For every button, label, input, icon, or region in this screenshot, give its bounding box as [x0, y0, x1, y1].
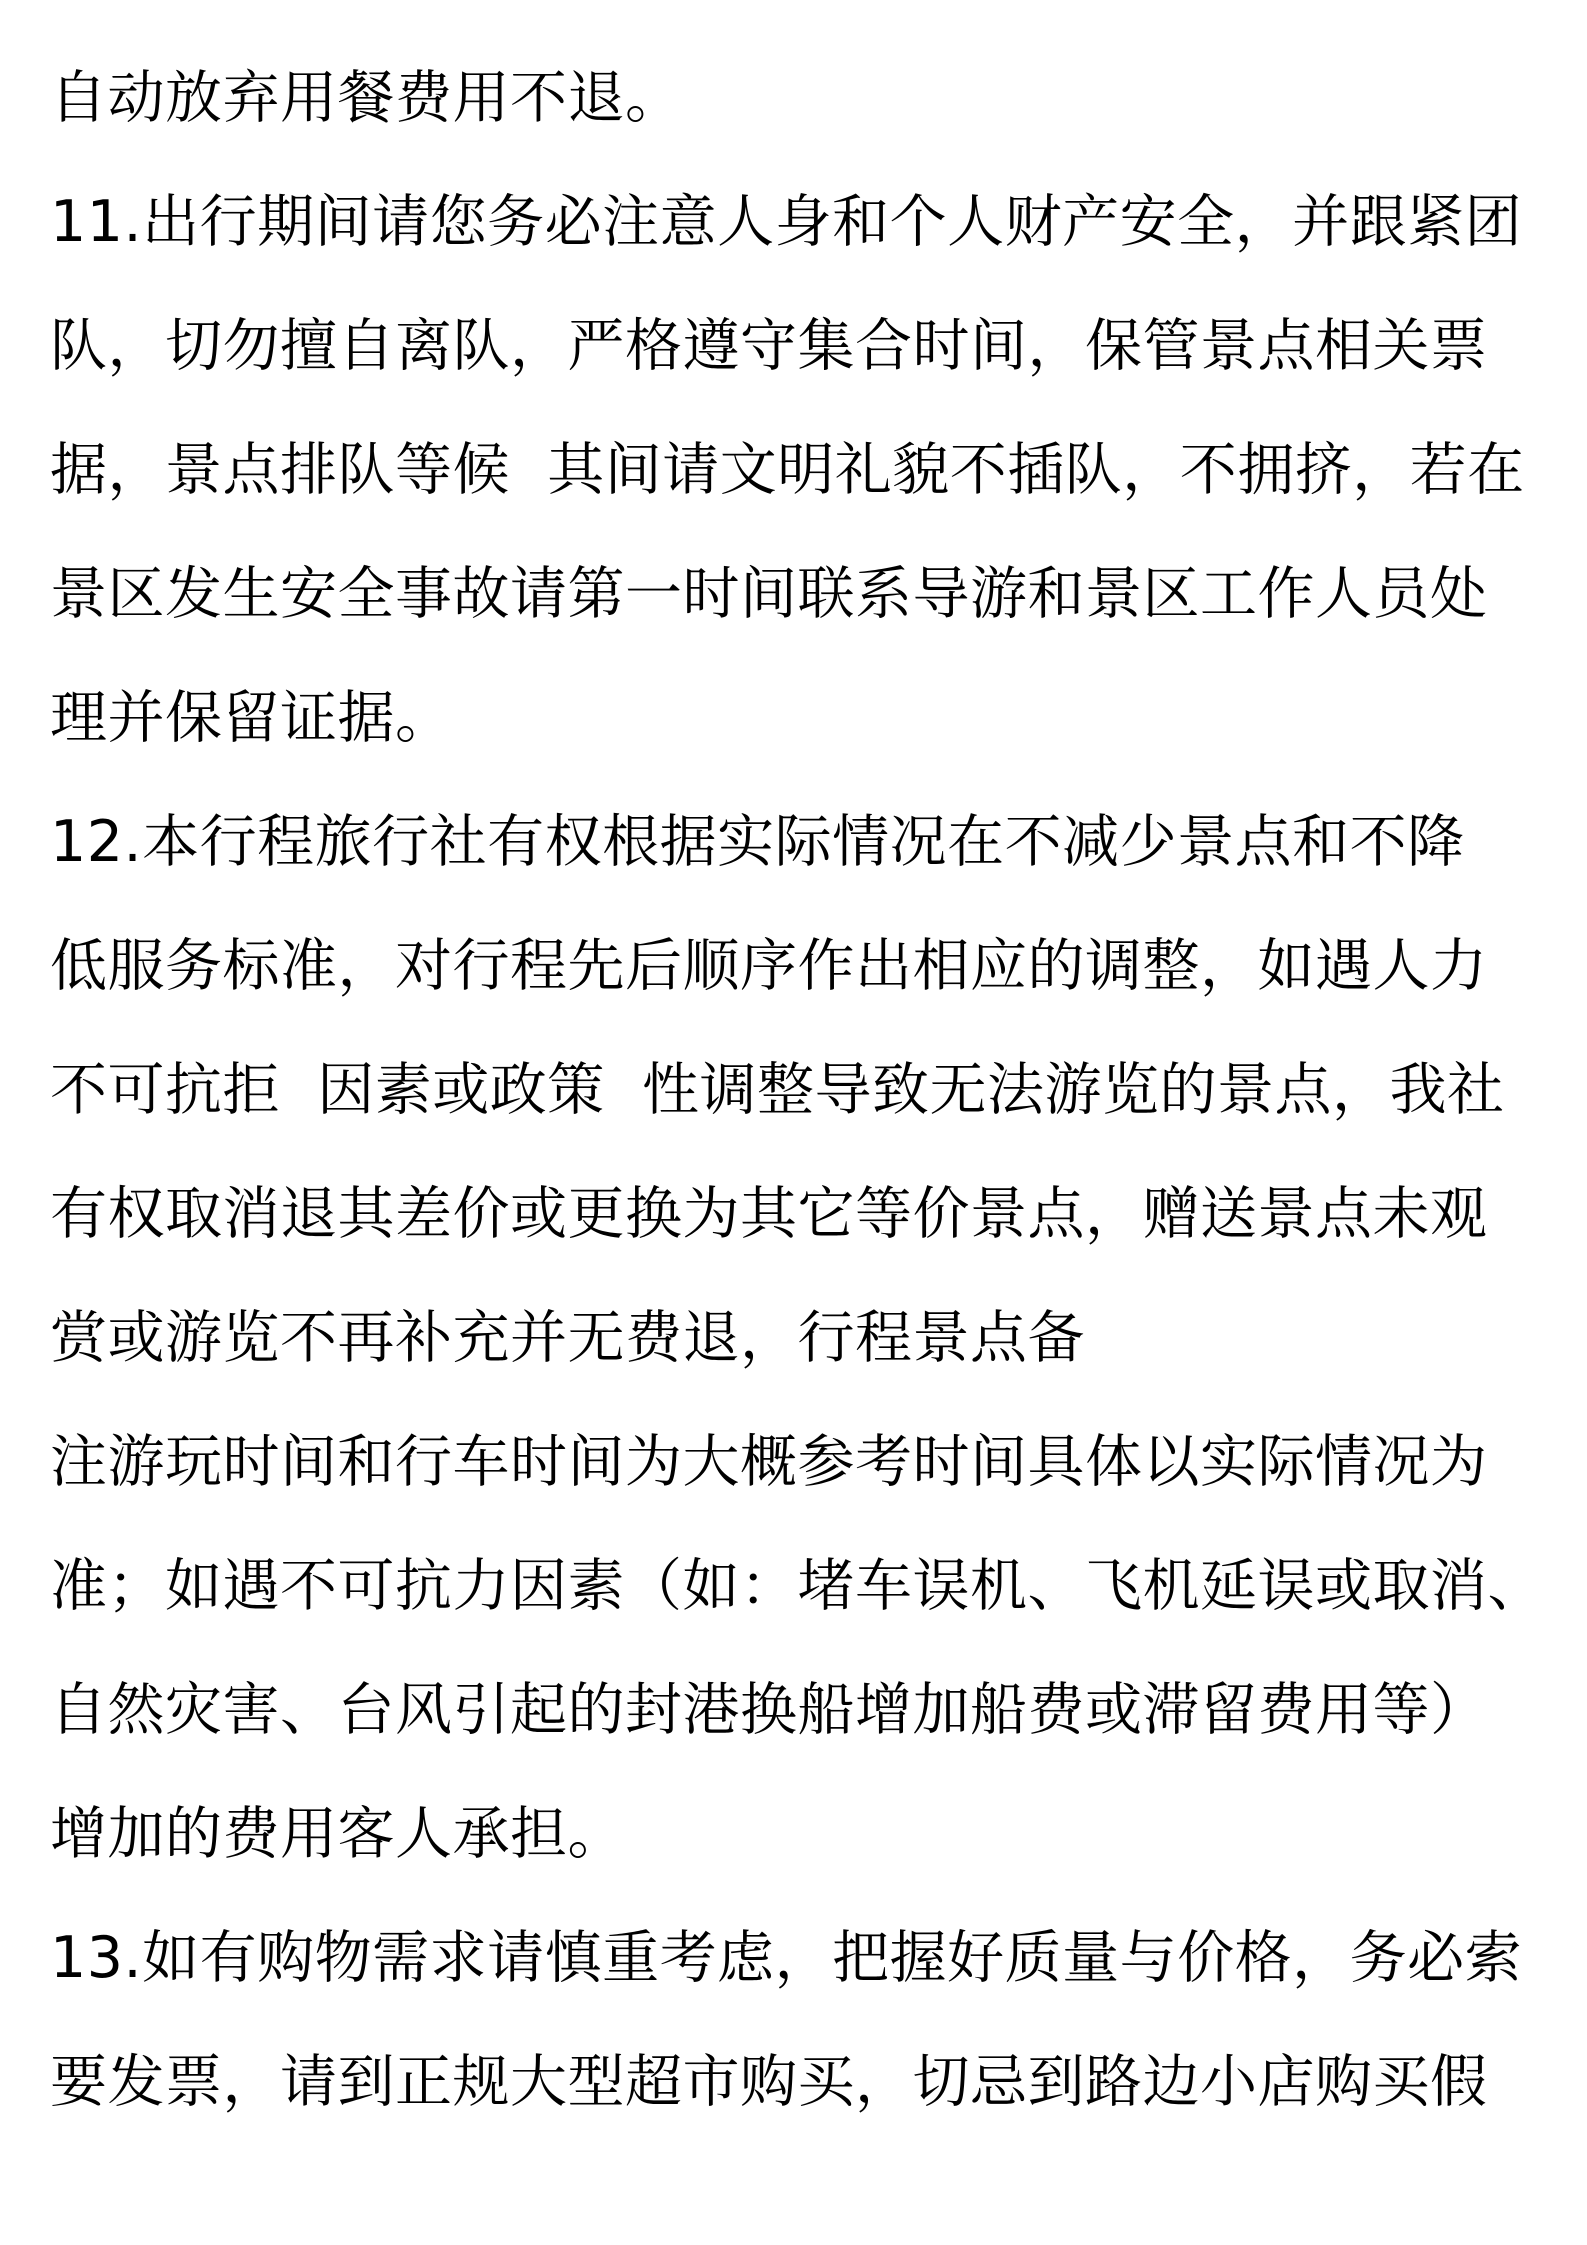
text-line: 有权取消退其差价或更换为其它等价景点，赠送景点未观 — [50, 1181, 1488, 1247]
text-line: 准；如遇不可抗力因素（如：堵车误机、飞机延误或取消、 — [50, 1553, 1545, 1619]
text-line: 不可抗拒 因素或政策 性调整导致无法游览的景点，我社 — [50, 1057, 1505, 1123]
text-line: 低服务标准，对行程先后顺序作出相应的调整，如遇人力 — [50, 933, 1488, 999]
text-line: 理并保留证据。 — [50, 685, 453, 751]
text-line: 景区发生安全事故请第一时间联系导游和景区工作人员处 — [50, 561, 1488, 627]
text-line: 增加的费用客人承担。 — [50, 1801, 625, 1867]
text-line: 注游玩时间和行车时间为大概参考时间具体以实际情况为 — [50, 1429, 1488, 1495]
text-line: 12.本行程旅行社有权根据实际情况在不减少景点和不降 — [50, 809, 1465, 875]
text-line: 自然灾害、台风引起的封港换船增加船费或滞留费用等） — [50, 1677, 1488, 1743]
text-line: 13.如有购物需求请慎重考虑，把握好质量与价格，务必索 — [50, 1925, 1523, 1991]
text-line: 赏或游览不再补充并无费退，行程景点备 — [50, 1305, 1085, 1371]
text-line: 据，景点排队等候 其间请文明礼貌不插队，不拥挤，若在 — [50, 437, 1525, 503]
text-line: 要发票，请到正规大型超市购买，切忌到路边小店购买假 — [50, 2049, 1488, 2115]
text-line: 队，切勿擅自离队，严格遵守集合时间，保管景点相关票 — [50, 313, 1488, 379]
text-line: 自动放弃用餐费用不退。 — [50, 65, 683, 131]
text-line: 11.出行期间请您务必注意人身和个人财产安全，并跟紧团 — [50, 189, 1523, 255]
